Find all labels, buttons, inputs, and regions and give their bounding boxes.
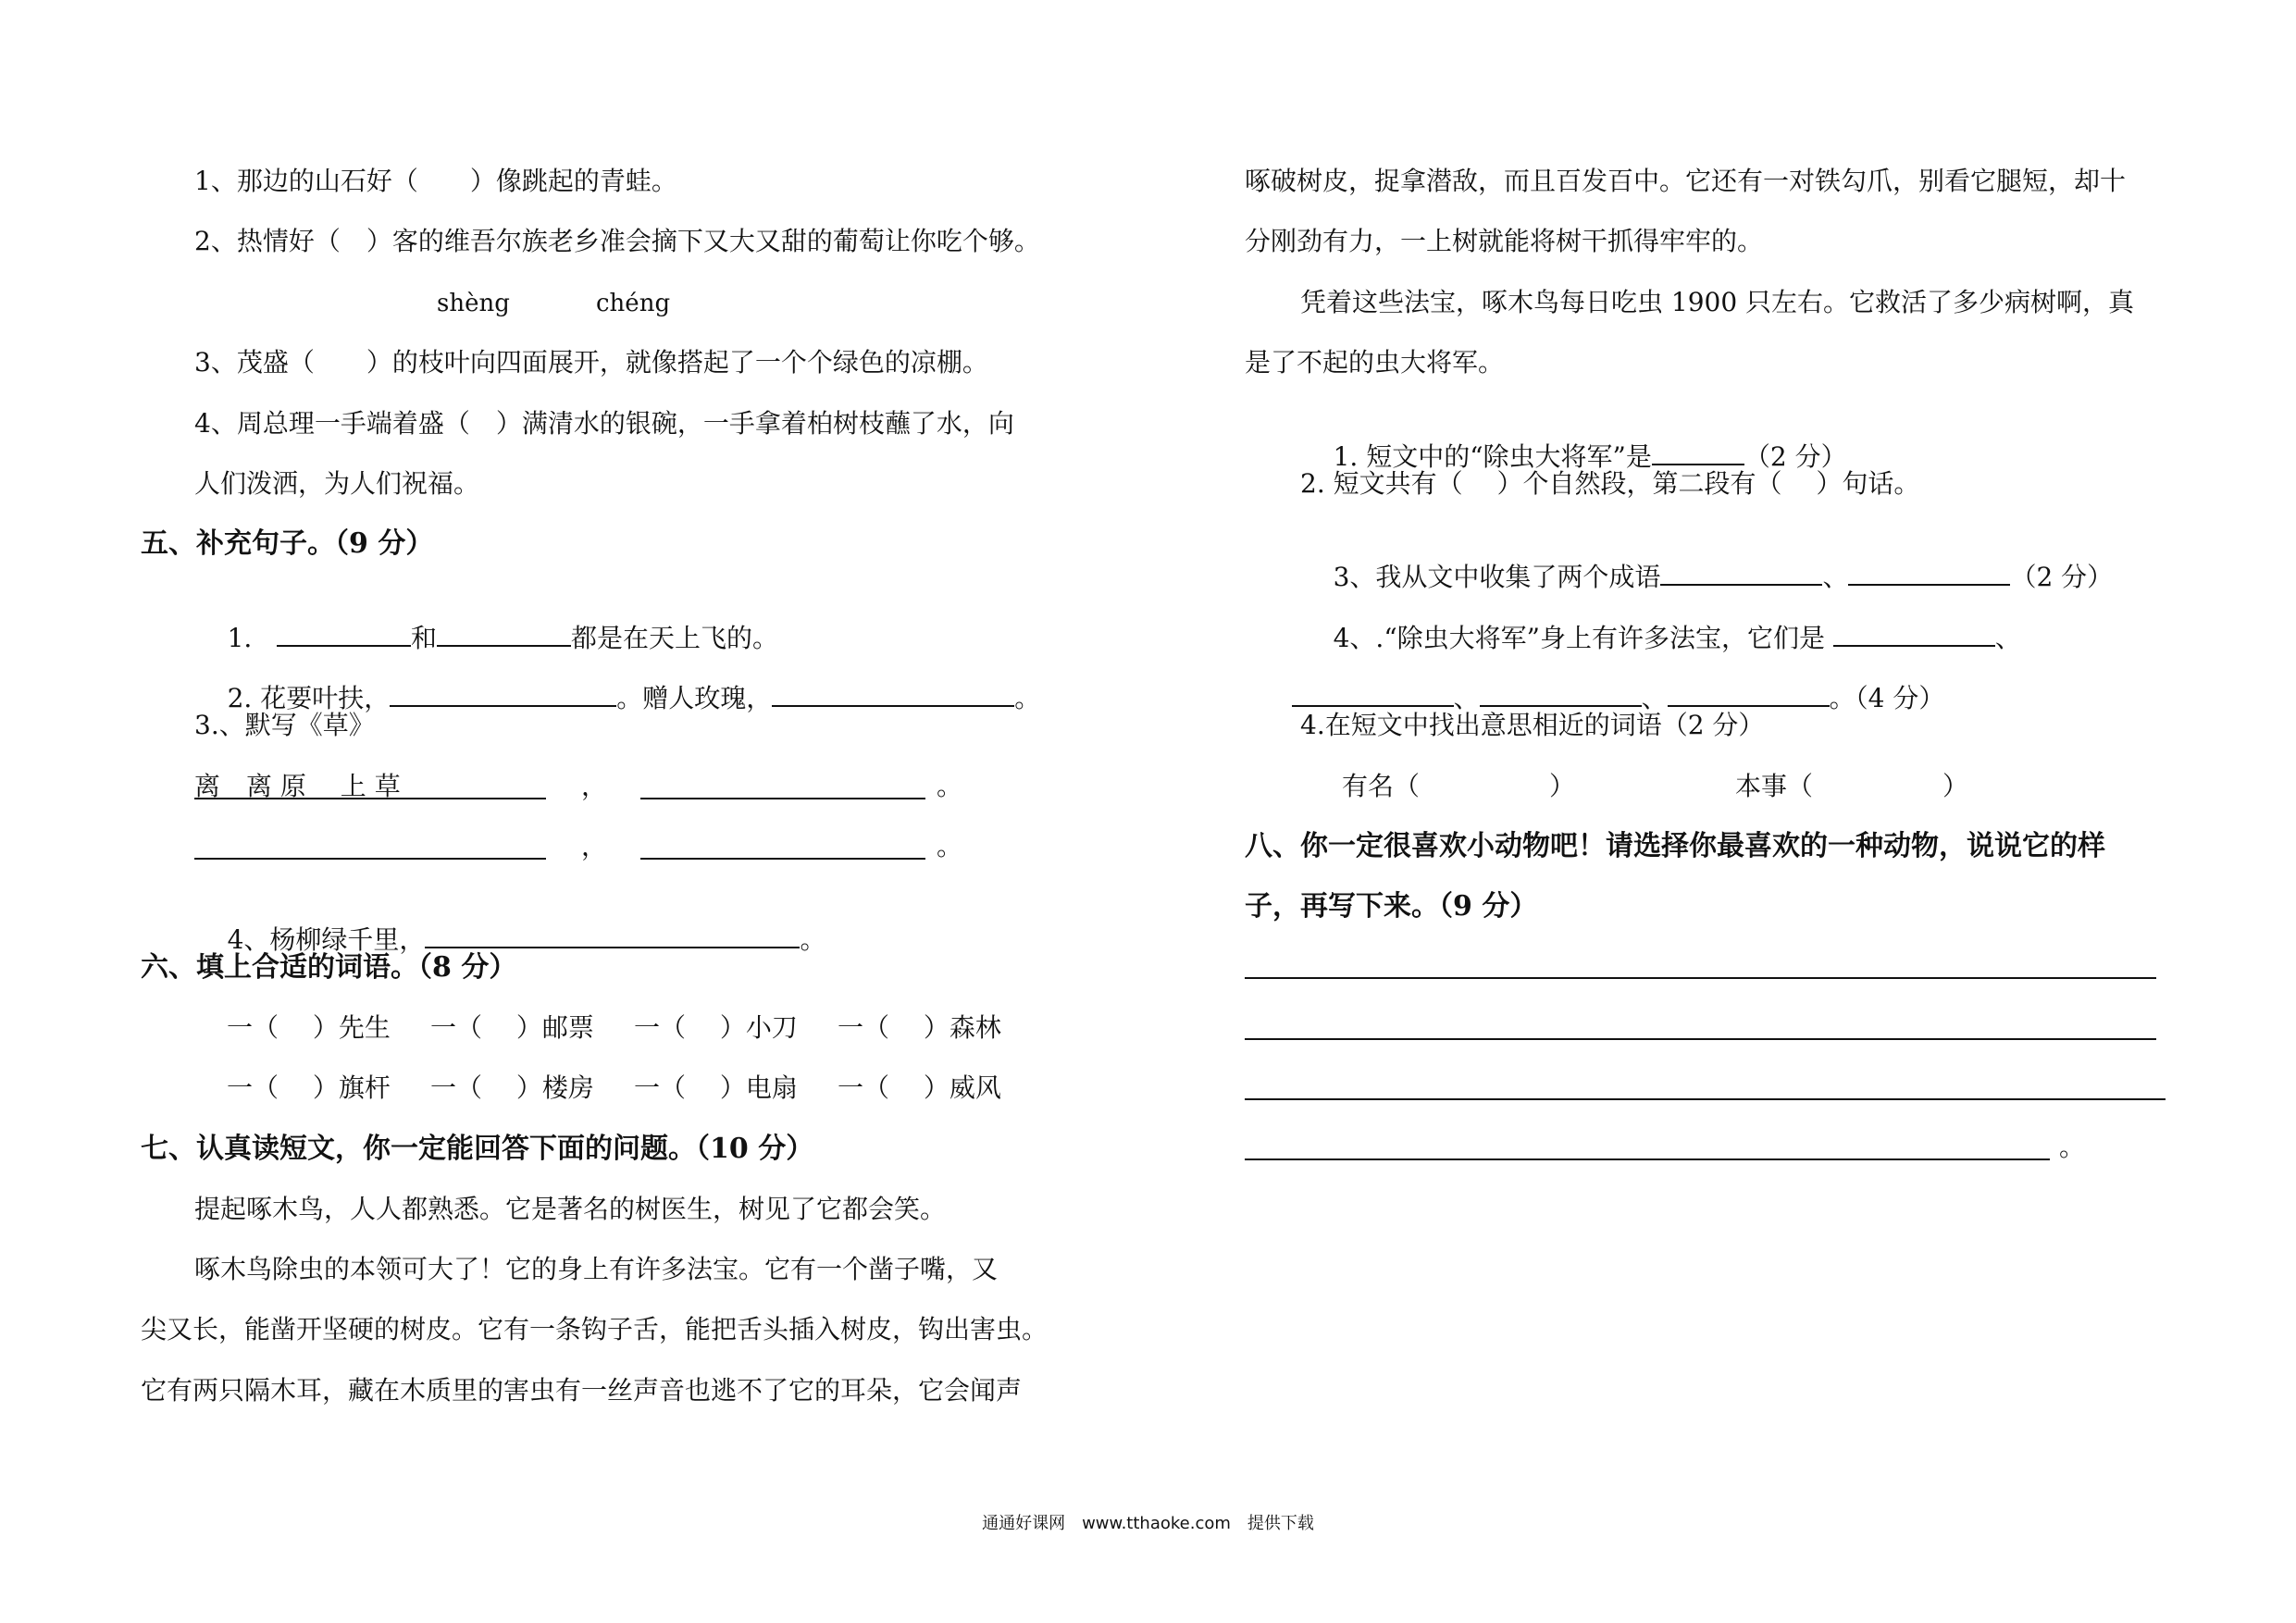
q7-q4-blank-c[interactable] — [1480, 683, 1642, 707]
q4-item-4a: 4、周总理一手端着盛（ ）满清水的银碗，一手拿着柏树枝蘸了水，向 — [194, 408, 1014, 439]
q6-row2-item3: 一（ ）电扇 — [634, 1072, 798, 1103]
q7-q4-blank-b[interactable] — [1292, 683, 1454, 707]
passage-p2c: 它有两只隔木耳，藏在木质里的害虫有一丝声音也逃不了它的耳朵，它会闻声 — [141, 1375, 1023, 1406]
q5-s4-start: 4、杨柳绿千里， — [227, 924, 426, 955]
q7-question-2: 2. 短文共有（ ）个自然段，第二段有（ ）句话。 — [1300, 468, 1920, 499]
q7-q4-blank-d[interactable] — [1668, 683, 1830, 707]
pinyin-sheng: shèng — [437, 290, 510, 317]
writing-end-period: 。 — [2059, 1132, 2086, 1162]
q7-q4-sep-a: 、 — [1994, 623, 2021, 653]
poem-period-2: 。 — [937, 831, 963, 861]
footer-credit: 通通好课网 www.tthaoke.com 提供下载 — [982, 1514, 1314, 1533]
q7-q4-score: 。（4 分） — [1829, 683, 1945, 713]
q7-q3-blank-b[interactable] — [1848, 562, 2010, 586]
q7-q4-sep-b: 、 — [1453, 683, 1480, 713]
passage-p1: 提起啄木鸟，人人都熟悉。它是著名的树医生，树见了它都会笑。 — [194, 1194, 947, 1224]
blank-4[interactable] — [425, 924, 800, 948]
blank-1b[interactable] — [437, 623, 571, 647]
passage-p3b: 是了不起的虫大将军。 — [1245, 347, 1505, 378]
blank-2a[interactable] — [390, 683, 616, 707]
writing-line-4[interactable] — [1245, 1158, 2050, 1160]
q7-q1-text: 1. 短文中的“除虫大将军”是 — [1333, 441, 1652, 472]
blank-1a[interactable] — [277, 623, 411, 647]
q7-q4-text: 4、.“除虫大将军”身上有许多法宝，它们是 — [1333, 623, 1825, 653]
q5-s1-end: 都是在天上飞的。 — [571, 623, 779, 653]
q5-s4-end: 。 — [800, 924, 826, 955]
q4-item-3: 3、茂盛（ ）的枝叶向四面展开，就像搭起了一个个绿色的凉棚。 — [194, 347, 988, 378]
q6-heading: 六、填上合适的词语。（8 分） — [141, 951, 517, 984]
q4-item-1: 1、那边的山石好（ ）像跳起的青蛙。 — [194, 166, 677, 196]
pinyin-cheng: chéng — [596, 290, 671, 317]
q7-q3-score: （2 分） — [2010, 562, 2114, 592]
poem-line-1-first: 离 离 原 上 草 — [194, 771, 401, 801]
q6-row2-item2: 一（ ）楼房 — [430, 1072, 594, 1103]
poem-blank-2b[interactable] — [640, 858, 925, 860]
poem-blank-1a[interactable] — [194, 798, 546, 799]
passage-p2a: 啄木鸟除虫的本领可大了！它的身上有许多法宝。它有一个凿子嘴，又 — [194, 1254, 999, 1284]
q7-q3-blank-a[interactable] — [1660, 562, 1822, 586]
q4-item-2: 2、热情好（ ）客的维吾尔族老乡准会摘下又大又甜的葡萄让你吃个够。 — [194, 226, 1040, 256]
poem-period-1: 。 — [937, 771, 963, 801]
q7-q4-blank-a[interactable] — [1833, 623, 1995, 647]
poem-comma-2: ， — [581, 831, 608, 861]
q7-q1-score: （2 分） — [1744, 441, 1847, 472]
synonym-2: 本事（ ） — [1735, 771, 1969, 801]
passage-p3a: 凭着这些法宝，啄木鸟每日吃虫 1900 只左右。它救活了多少病树啊，真 — [1300, 287, 2135, 317]
q6-row1-item1: 一（ ）先生 — [227, 1012, 391, 1043]
q7-heading: 七、认真读短文，你一定能回答下面的问题。（10 分） — [141, 1133, 814, 1165]
q6-row1-item2: 一（ ）邮票 — [430, 1012, 594, 1043]
synonym-1: 有名（ ） — [1342, 771, 1576, 801]
writing-line-1[interactable] — [1245, 977, 2156, 979]
q5-heading: 五、补充句子。（9 分） — [141, 527, 434, 560]
q7-q3-text: 3、我从文中收集了两个成语 — [1333, 562, 1661, 592]
passage-p2b: 尖又长，能凿开坚硬的树皮。它有一条钩子舌，能把舌头插入树皮，钩出害虫。 — [141, 1314, 1049, 1344]
q5-s2-mid: 。赠人玫瑰， — [616, 683, 773, 713]
poem-blank-2a[interactable] — [194, 858, 546, 860]
q8-heading-a: 八、你一定很喜欢小动物吧！请选择你最喜欢的一种动物，说说它的样 — [1245, 830, 2105, 862]
q7-q4-sep-c: 、 — [1641, 683, 1668, 713]
q5-s2-end: 。 — [1014, 683, 1041, 713]
q4-item-4b: 人们泼洒，为人们祝福。 — [194, 468, 480, 499]
writing-line-2[interactable] — [1245, 1038, 2156, 1040]
q5-s1-num: 1. — [227, 623, 253, 653]
poem-blank-1b[interactable] — [640, 798, 925, 799]
q7-q3-sep: 、 — [1822, 562, 1849, 592]
q8-heading-b: 子，再写下来。（9 分） — [1245, 890, 1538, 923]
passage-p2d: 啄破树皮，捉拿潜敌，而且百发百中。它还有一对铁勾爪，别看它腿短，却十 — [1245, 166, 2127, 196]
q6-row1-item3: 一（ ）小刀 — [634, 1012, 798, 1043]
q7-question-5: 4.在短文中找出意思相近的词语（2 分） — [1300, 710, 1765, 740]
q5-sentence-3: 3.、默写《草》 — [194, 710, 375, 740]
poem-comma-1: ， — [581, 771, 608, 801]
writing-line-3[interactable] — [1245, 1098, 2166, 1100]
q6-row1-item4: 一（ ）森林 — [838, 1012, 1001, 1043]
q6-row2-item1: 一（ ）旗杆 — [227, 1072, 391, 1103]
q7-q1-blank[interactable] — [1652, 441, 1744, 465]
q5-s1-mid: 和 — [411, 623, 438, 653]
passage-p2e: 分刚劲有力，一上树就能将树干抓得牢牢的。 — [1245, 226, 1764, 256]
blank-2b[interactable] — [772, 683, 1014, 707]
q6-row2-item4: 一（ ）威风 — [838, 1072, 1001, 1103]
q5-s2-start: 2. 花要叶扶， — [227, 683, 391, 713]
